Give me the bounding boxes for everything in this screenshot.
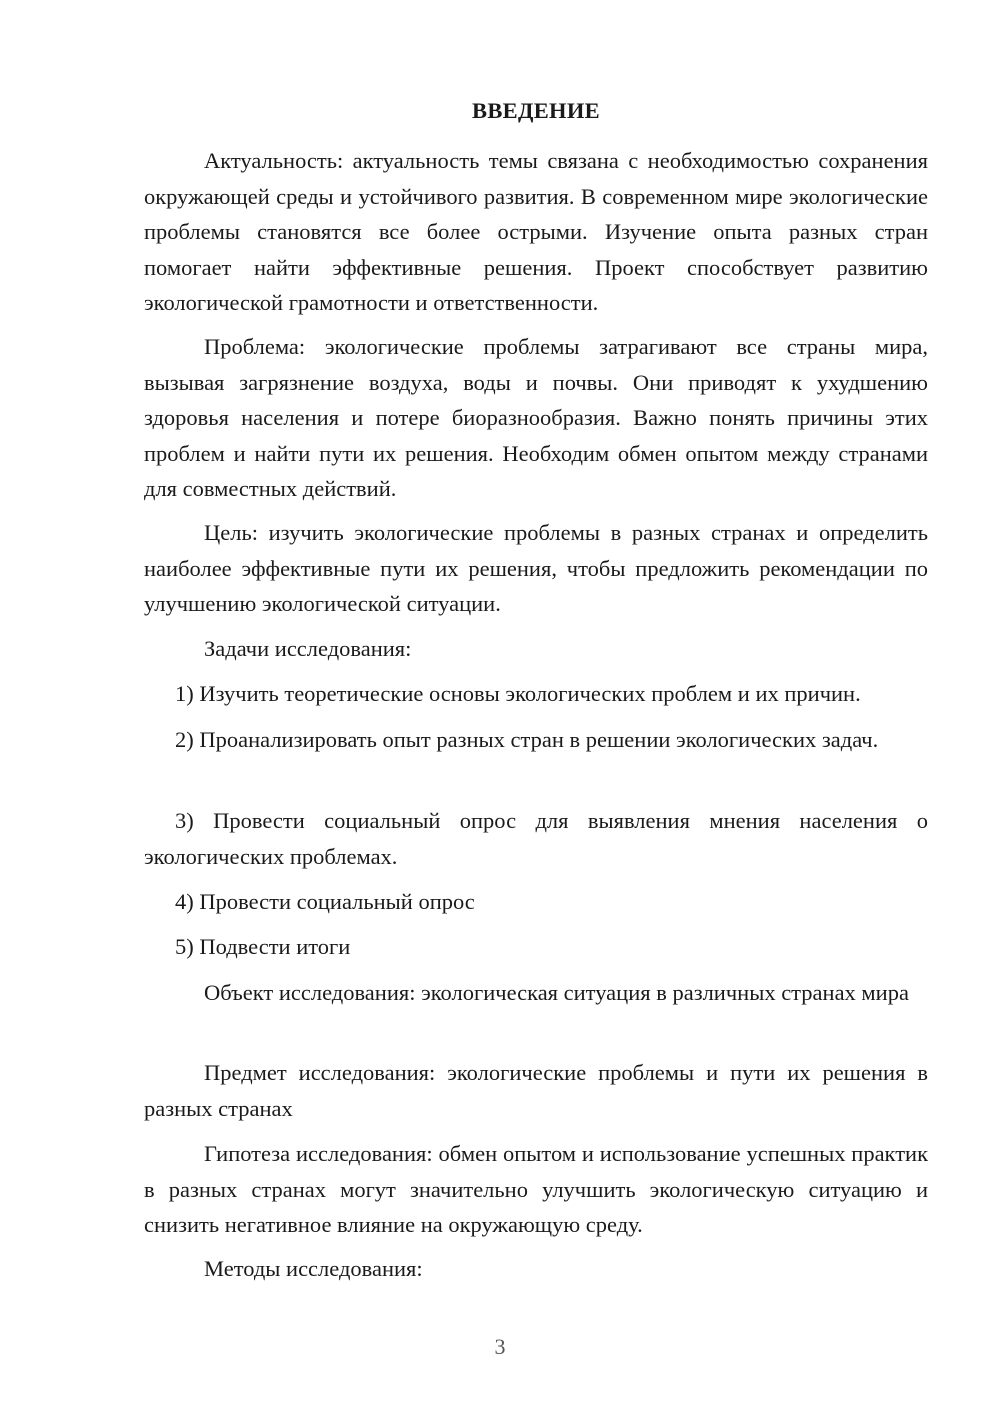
paragraph-goal: Цель: изучить экологические проблемы в разных странах и определить наиболее эффективные пути их решения, чтобы предложить рекомендации по улучшению экологической ситуации.: [144, 520, 928, 616]
task-item-4: 4) Провести социальный опрос: [175, 889, 475, 914]
page-title: ВВЕДЕНИЕ: [472, 98, 600, 123]
task-item-2: 2) Проанализировать опыт разных стран в решении экологических задач.: [175, 727, 879, 752]
paragraph-problem: Проблема: экологические проблемы затрагивают все страны мира, вызывая загрязнение воздуха, воды и почвы. Они приводят к ухудшению здоровья населения и потере биоразнообразия. Важно понять причины этих проблем и найти пути их решения. Необходим обмен опытом между странами для совместных действий.: [144, 334, 928, 501]
task-item-5: 5) Подвести итоги: [175, 934, 351, 959]
paragraph-hypothesis: Гипотеза исследования: обмен опытом и использование успешных практик в разных странах могут значительно улучшить экологическую ситуацию и снизить негативное влияние на окружающую среду.: [144, 1141, 928, 1237]
page-number: 3: [494, 1334, 506, 1359]
task-item-3: 3) Провести социальный опрос для выявления мнения населения о экологических проблемах.: [144, 808, 928, 869]
paragraph-object: Объект исследования: экологическая ситуация в различных странах мира: [204, 980, 909, 1005]
paragraph-subject: Предмет исследования: экологические проблемы и пути их решения в разных странах: [144, 1060, 928, 1121]
paragraph-relevance: Актуальность: актуальность темы связана с необходимостью сохранения окружающей среды и устойчивого развития. В современном мире экологические проблемы становятся все более острыми. Изучение опыта разных стран помогает найти эффективные решения. Проект способствует развитию экологической грамотности и ответственности.: [144, 148, 928, 315]
methods-heading: Методы исследования:: [204, 1256, 423, 1281]
task-item-1: 1) Изучить теоретические основы экологических проблем и их причин.: [175, 681, 861, 706]
tasks-heading: Задачи исследования:: [204, 636, 412, 661]
